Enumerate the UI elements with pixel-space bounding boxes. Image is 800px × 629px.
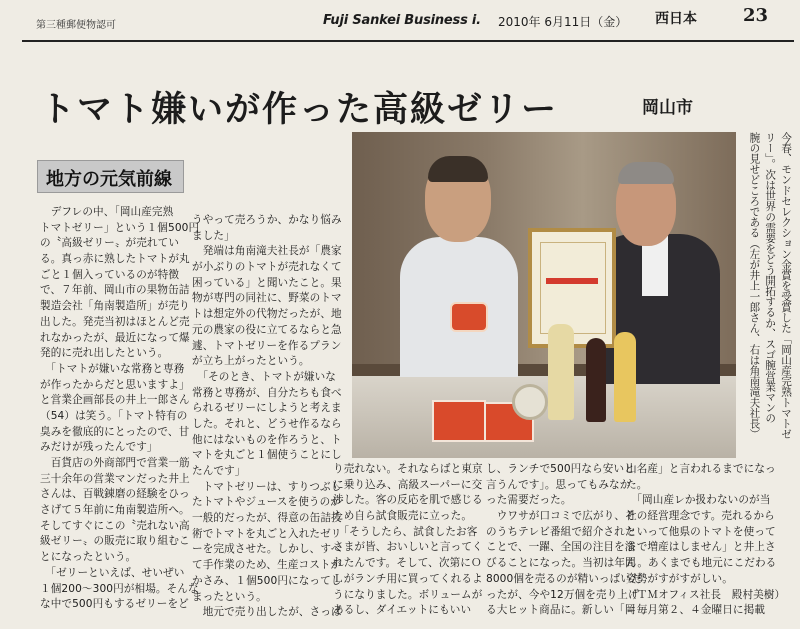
text-line: １個200〜300円が相場。そんな <box>40 582 199 595</box>
text-line: れたんです。そして、次第にＯ <box>333 557 482 570</box>
text-line: 困っている」と聞いたこと。果 <box>192 276 342 289</box>
text-line: 元の農家の役に立てるならと急 <box>192 323 342 336</box>
text-line: 「そうしたら、試食したお客 <box>333 525 478 538</box>
text-line: が小ぶりのトマトが売れなくて <box>192 261 342 274</box>
text-line: マトを丸ごと１個使うことにし <box>192 449 342 462</box>
text-line: 8000個を売るのが精いっぱいだ <box>486 572 642 585</box>
text-line: 物が専門の同社に、野菜のトマ <box>192 292 342 305</box>
series-label-box <box>37 160 184 193</box>
text-line: みだけが残ったんです」 <box>40 441 158 454</box>
text-line: 「ゼリーといえば、せいぜい <box>40 566 185 579</box>
text-line: トは想定外の代物だったが、地 <box>192 308 342 321</box>
text-line: トマトゼリーは、すりつぶし <box>192 480 342 493</box>
text-line: まで増産はしません」と井上さ <box>626 541 776 554</box>
text-line: びることになった。当初は年間 <box>486 557 636 570</box>
article-photo <box>352 132 736 458</box>
text-line: ＝毎月第２、４金曜日に掲載 <box>626 604 766 617</box>
photo-table <box>352 376 736 458</box>
text-line: 地元で売り出したが、さっぱ <box>192 606 342 619</box>
person-left-hair <box>428 156 488 182</box>
text-line: 臭みを徹底的にとったので、甘 <box>40 425 190 438</box>
text-line: たトマトやジュースを使うのが <box>192 496 341 509</box>
text-line: し、ランチで500円なら安いと <box>486 463 635 475</box>
text-line: 「トマトが嫌いな常務と専務 <box>40 362 185 375</box>
text-line: 言うんです」。思ってもみなか <box>486 478 631 491</box>
text-line: （54）は笑う。「トマト特有の <box>40 409 188 422</box>
text-line: ーを完成させた。しかし、すべ <box>192 543 342 556</box>
text-line: 「そのとき、トマトが嫌いな <box>192 370 336 383</box>
text-line: うになりました。ボリュームが <box>333 588 483 601</box>
text-line: 一般的だったが、得意の缶詰技 <box>192 512 342 525</box>
product-bottle <box>586 338 606 422</box>
jelly-package <box>432 400 486 442</box>
caption-line: 腕の見せどころである（左が井上一郎さん、右は角南滝夫社長） <box>748 132 761 440</box>
headline: トマト嫌いが作った高級ゼリー <box>40 89 559 130</box>
text-line: とになったという。 <box>40 551 137 564</box>
text-line: 他にはないものを作ろうと、ト <box>192 433 342 446</box>
caption-line: リー」。次は世界の需要をどう開拓するか、スゴ腕営業マンの <box>764 132 777 424</box>
person-right-hair <box>618 162 674 184</box>
text-line: 姿勢がすがすがしい。 <box>626 572 733 585</box>
text-line: まったという。 <box>192 590 267 603</box>
text-line: 術でトマトを丸ごと入れたゼリ <box>192 527 342 540</box>
text-line: 百貨店の外商部門で営業一筋 <box>40 457 190 469</box>
text-line: った需要だった。 <box>486 494 572 507</box>
certificate-border <box>540 242 606 334</box>
text-line: さんは、百戦錬磨の経験をひっ <box>40 488 190 501</box>
text-line: さまが皆、おいしいと言ってく <box>333 541 483 554</box>
text-line: 常務と専務が、自分たちも食べ <box>192 386 342 399</box>
postal-permit: 第三種郵便物認可 <box>36 20 116 31</box>
text-line: かさみ、１個500円になってし <box>192 574 342 587</box>
page-number: 23 <box>743 5 769 26</box>
text-line: ん。あくまでも地元にこだわる <box>626 557 777 570</box>
body-column-2-bottom <box>333 462 483 619</box>
text-line: り売れない。それならばと東京 <box>333 463 483 475</box>
text-line: ったが、今や12万個を売り上げ <box>486 588 639 601</box>
header-rule <box>22 40 794 42</box>
text-line: そしてすぐにこの〝売れない高 <box>40 519 190 532</box>
text-line: た。 <box>626 478 648 491</box>
text-line: が立ち上がったという。 <box>192 355 310 368</box>
text-line: たんです」 <box>192 465 246 477</box>
product-bottle <box>614 332 636 422</box>
text-line: る大ヒット商品に。新しい「岡 <box>486 604 636 617</box>
body-column-1 <box>40 205 199 613</box>
body-column-2-top <box>192 213 342 621</box>
text-line: て手作業のため、生産コストが <box>192 559 342 572</box>
text-line: 三十余年の営業マンだった井上 <box>40 472 190 485</box>
text-line: ウワサが口コミで広がり、そ <box>486 510 636 523</box>
text-line: 山名産」と言われるまでになっ <box>626 463 776 475</box>
text-line: な中で500円もするゼリーをど <box>40 598 189 611</box>
text-line: ため自ら試食販売に立った。 <box>333 510 473 523</box>
text-line: 発的に売れ出したという。 <box>40 347 169 360</box>
text-line: Ｌがランチ用に買ってくれるよ <box>333 572 483 585</box>
region-label: 岡山市 <box>642 98 693 118</box>
text-line: さげて５年前に角南製造所へ。 <box>40 504 190 517</box>
certificate-band <box>546 278 598 284</box>
body-column-3 <box>486 462 642 619</box>
masthead: Fuji Sankei Business i. <box>323 13 481 28</box>
issue-date: 2010年 6月11日（金） <box>498 15 628 29</box>
product-bottle <box>548 324 574 420</box>
text-line: 級ゼリー〟の販売に取り組むこ <box>40 535 190 548</box>
text-line: 渉した。客の反応を肌で感じる <box>333 494 483 507</box>
jelly-product <box>450 302 488 332</box>
text-line: といって他県のトマトを使って <box>626 525 776 538</box>
text-line: 「岡山産レか扱わないのが当 <box>626 494 771 507</box>
text-line: ごと１個入っているのが特徴 <box>40 268 180 281</box>
text-line: が作ったからだと思いますよ」 <box>40 378 190 391</box>
text-line: と営業企画部長の井上一郎さん <box>40 394 190 407</box>
text-line: （ＴＭオフィス社長 殿村美樹） <box>626 588 786 601</box>
text-line: れなかったが、最近になって爆 <box>40 331 190 344</box>
text-line: 遽、トマトゼリーを作るプラン <box>192 339 342 352</box>
text-line: 発端は角南滝夫社長が「農家 <box>192 245 342 258</box>
text-line: に乗り込み、高級スーパーに交 <box>333 478 483 491</box>
text-line: トマトゼリー」という１個500円 <box>40 221 200 234</box>
text-line: の〝高級ゼリー〟が売れてい <box>40 237 180 250</box>
series-label: 地方の元気前線 <box>46 169 172 190</box>
text-line: る。真っ赤に熟したトマトが丸 <box>40 253 190 266</box>
text-line: デフレの中、「岡山産完熟 <box>40 206 174 218</box>
medal-icon <box>512 384 548 420</box>
text-line: 社の経営理念です。売れるから <box>626 510 775 523</box>
body-column-4 <box>626 462 785 619</box>
section-name: 西日本 <box>655 11 697 27</box>
text-line: した。それと、どうせ作るなら <box>192 417 342 430</box>
text-line: られるゼリーにしようと考えま <box>192 402 342 415</box>
text-line: うやって売ろうか、かなり悩み <box>192 214 342 226</box>
text-line: のうちテレビ番組で紹介された <box>486 525 636 538</box>
photo-caption <box>745 132 793 442</box>
text-line: ことで、一躍、全国の注目を浴 <box>486 541 636 554</box>
text-line: ました」 <box>192 229 235 242</box>
text-line: あるし、ダイエットにもいい <box>333 604 472 617</box>
text-line: 出した。発売当初はほとんど売 <box>40 315 190 328</box>
text-line: で、７年前、岡山市の果物缶詰 <box>40 284 190 297</box>
text-line: 製造会社「角南製造所」が売り <box>40 300 190 313</box>
caption-line: 今春、モンドセレクション金賞を受賞した「岡山産完熟トマトゼ <box>780 132 792 440</box>
